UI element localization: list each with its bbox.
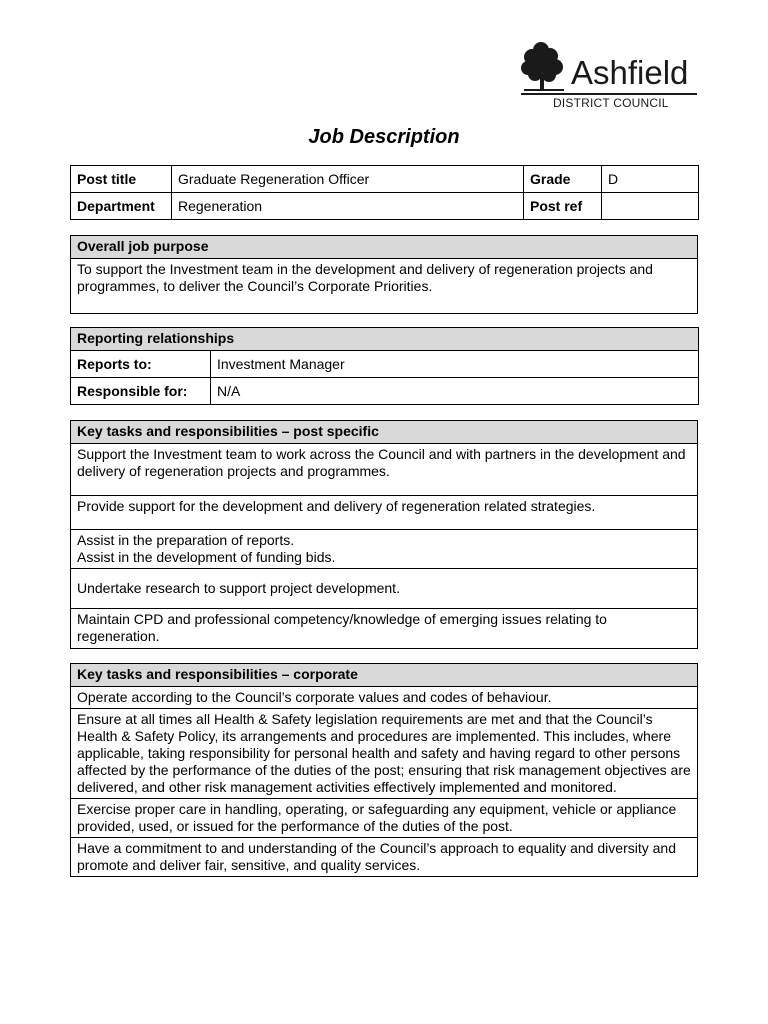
grade-label: Grade: [524, 166, 602, 193]
department-label: Department: [71, 193, 172, 220]
responsible-for-label: Responsible for:: [71, 378, 211, 405]
reports-to-value: Investment Manager: [211, 351, 699, 378]
reporting-table: [70, 327, 699, 405]
tree-icon: [521, 40, 571, 92]
task-item: Have a commitment to and understanding of the Council’s approach to equality and diversity and promote and deliver fair, sensitive, and quality services.: [71, 838, 698, 877]
task-item: Support the Investment team to work across the Council and with partners in the development and delivery of regeneration projects and programmes.: [71, 444, 698, 496]
post-ref-label: Post ref: [524, 193, 602, 220]
task-item: Maintain CPD and professional competency/knowledge of emerging issues relating to regeneration.: [71, 609, 698, 649]
job-purpose-header: Overall job purpose: [71, 236, 698, 259]
logo-wordmark: Ashfield: [571, 54, 689, 91]
logo-subtitle: DISTRICT COUNCIL: [553, 96, 669, 110]
task-item-line: Assist in the development of funding bids.: [77, 549, 336, 565]
grade-value: D: [602, 166, 699, 193]
job-purpose-text: To support the Investment team in the development and delivery of regeneration projects and programmes, to deliver the Council’s Corporate Priorities.: [71, 259, 698, 314]
task-item: Provide support for the development and delivery of regeneration related strategies.: [71, 496, 698, 530]
post-ref-value: [602, 193, 699, 220]
task-item: Operate according to the Council’s corporate values and codes of behaviour.: [71, 687, 698, 709]
task-item-line: Assist in the preparation of reports.: [77, 532, 295, 548]
post-specific-header: Key tasks and responsibilities – post specific: [71, 421, 698, 444]
corporate-tasks-table: [70, 663, 698, 877]
post-title-label: Post title: [71, 166, 172, 193]
logo-divider: [521, 93, 697, 95]
page-title: Job Description: [308, 126, 460, 148]
post-specific-tasks-table: [70, 420, 698, 649]
reporting-header: Reporting relationships: [71, 328, 699, 351]
corporate-header: Key tasks and responsibilities – corporate: [71, 664, 698, 687]
responsible-for-value: N/A: [211, 378, 699, 405]
reports-to-label: Reports to:: [71, 351, 211, 378]
task-item: [71, 530, 698, 569]
task-item: Undertake research to support project development.: [71, 569, 698, 609]
post-title-value: Graduate Regeneration Officer: [172, 166, 524, 193]
task-item: Exercise proper care in handling, operating, or safeguarding any equipment, vehicle or appliance provided, used, or issued for the performance of the duties of the post.: [71, 799, 698, 838]
job-purpose-table: [70, 235, 698, 314]
department-value: Regeneration: [172, 193, 524, 220]
task-item: Ensure at all times all Health & Safety legislation requirements are met and that the Council’s Health & Safety Policy, its arrangements and procedures are implemented. This includes, where applicable, taking responsibility for personal health and safety and having regard to other persons affected by the performance of the duties of the post; ensuring that risk management objectives are delivered, and other risk management activities effectively implemented and monitored.: [71, 709, 698, 799]
post-details-table: [70, 165, 699, 220]
ashfield-logo: [521, 40, 701, 112]
